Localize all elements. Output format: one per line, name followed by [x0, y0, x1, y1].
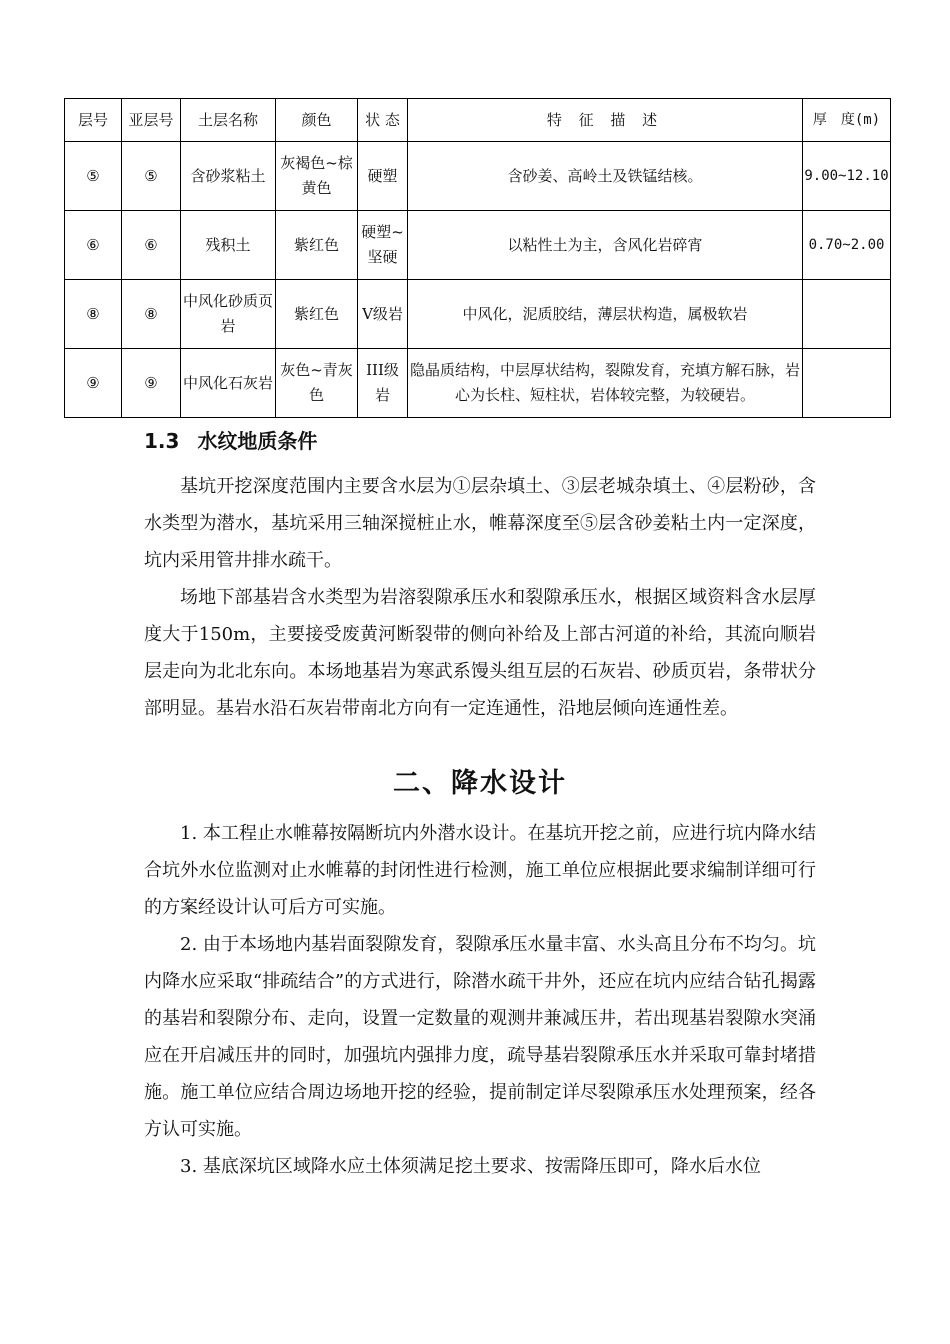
paragraph: 基坑开挖深度范围内主要含水层为①层杂填土、③层老城杂填土、④层粉砂，含水类型为潜水，基坑采用三轴深搅桩止水，帷幕深度至⑤层含砂姜粘土内一定深度，坑内采用管井排水疏干。 [144, 476, 816, 571]
header-description: 特 征 描 述 [408, 99, 803, 142]
table-row [65, 142, 891, 211]
cell-layer-no: ⑤ [65, 142, 122, 211]
cell-soil-name: 残积土 [181, 211, 276, 280]
cell-soil-name: 中风化石灰岩 [181, 349, 276, 418]
paragraph: 场地下部基岩含水类型为岩溶裂隙承压水和裂隙承压水，根据区域资料含水层厚度大于150m，主要接受废黄河断裂带的侧向补给及上部古河道的补给，其流向顺岩层走向为北北东向。本场地基岩为寒武系馒头组互层的石灰岩、砂质页岩，条带状分部明显。基岩水沿石灰岩带南北方向有一定连通性，沿地层倾向连通性差。 [144, 587, 816, 719]
header-layer-no: 层号 [65, 99, 122, 142]
cell-state: III级岩 [358, 349, 408, 418]
cell-state: 硬塑~坚硬 [358, 211, 408, 280]
cell-layer-no: ⑨ [65, 349, 122, 418]
chapter-heading: 二、降水设计 [393, 768, 567, 799]
cell-thickness [803, 280, 891, 349]
cell-thickness [803, 349, 891, 418]
paragraph: 2. 由于本场地内基岩面裂隙发育，裂隙承压水量丰富、水头高且分布不均匀。坑内降水应采取“排疏结合”的方式进行，除潜水疏干井外，还应在坑内应结合钻孔揭露的基岩和裂隙分布、走向，设置一定数量的观测井兼减压井，若出现基岩裂隙水突涌应在开启减压井的同时，加强坑内强排力度，疏导基岩裂隙承压水并采取可靠封堵措施。施工单位应结合周边场地开挖的经验，提前制定详尽裂隙承压水处理预案，经各方认可实施。 [144, 934, 816, 1140]
table-row [65, 349, 891, 418]
cell-state: 硬塑 [358, 142, 408, 211]
soil-layer-table [64, 98, 891, 418]
cell-thickness: 0.70~2.00 [803, 211, 891, 280]
cell-color: 紫红色 [276, 280, 358, 349]
cell-color: 紫红色 [276, 211, 358, 280]
section-2-body [144, 815, 816, 1185]
cell-description: 含砂姜、高岭土及铁锰结核。 [408, 142, 803, 211]
header-state: 状 态 [358, 99, 408, 142]
header-color: 颜色 [276, 99, 358, 142]
section-1-3-body [144, 468, 816, 727]
header-thickness: 厚 度(m) [803, 99, 891, 142]
cell-color: 灰褐色~棕黄色 [276, 142, 358, 211]
cell-sublayer-no: ⑧ [122, 280, 181, 349]
cell-state: V级岩 [358, 280, 408, 349]
section-heading-1-3 [144, 424, 317, 458]
table-header-row [65, 99, 891, 142]
section-number: 1.3 [144, 429, 180, 453]
cell-color: 灰色~青灰色 [276, 349, 358, 418]
cell-thickness: 9.00~12.10 [803, 142, 891, 211]
cell-description: 以粘性土为主，含风化岩碎宵 [408, 211, 803, 280]
cell-description: 隐晶质结构，中层厚状结构，裂隙发育，充填方解石脉，岩心为长柱、短柱状，岩体较完整，为较硬岩。 [408, 349, 803, 418]
cell-soil-name: 中风化砂质页岩 [181, 280, 276, 349]
header-soil-name: 土层名称 [181, 99, 276, 142]
table-row [65, 211, 891, 280]
cell-sublayer-no: ⑨ [122, 349, 181, 418]
cell-soil-name: 含砂浆粘土 [181, 142, 276, 211]
paragraph: 1. 本工程止水帷幕按隔断坑内外潜水设计。在基坑开挖之前，应进行坑内降水结合坑外水位监测对止水帷幕的封闭性进行检测，施工单位应根据此要求编制详细可行的方案经设计认可后方可实施。 [144, 823, 816, 918]
paragraph: 3. 基底深坑区域降水应土体须满足挖土要求、按需降压即可，降水后水位 [180, 1156, 761, 1177]
table-row [65, 280, 891, 349]
cell-layer-no: ⑧ [65, 280, 122, 349]
section-title: 水纹地质条件 [197, 429, 318, 453]
cell-description: 中风化，泥质胶结，薄层状构造，属极软岩 [408, 280, 803, 349]
cell-sublayer-no: ⑤ [122, 142, 181, 211]
cell-layer-no: ⑥ [65, 211, 122, 280]
header-sublayer-no: 亚层号 [122, 99, 181, 142]
cell-sublayer-no: ⑥ [122, 211, 181, 280]
